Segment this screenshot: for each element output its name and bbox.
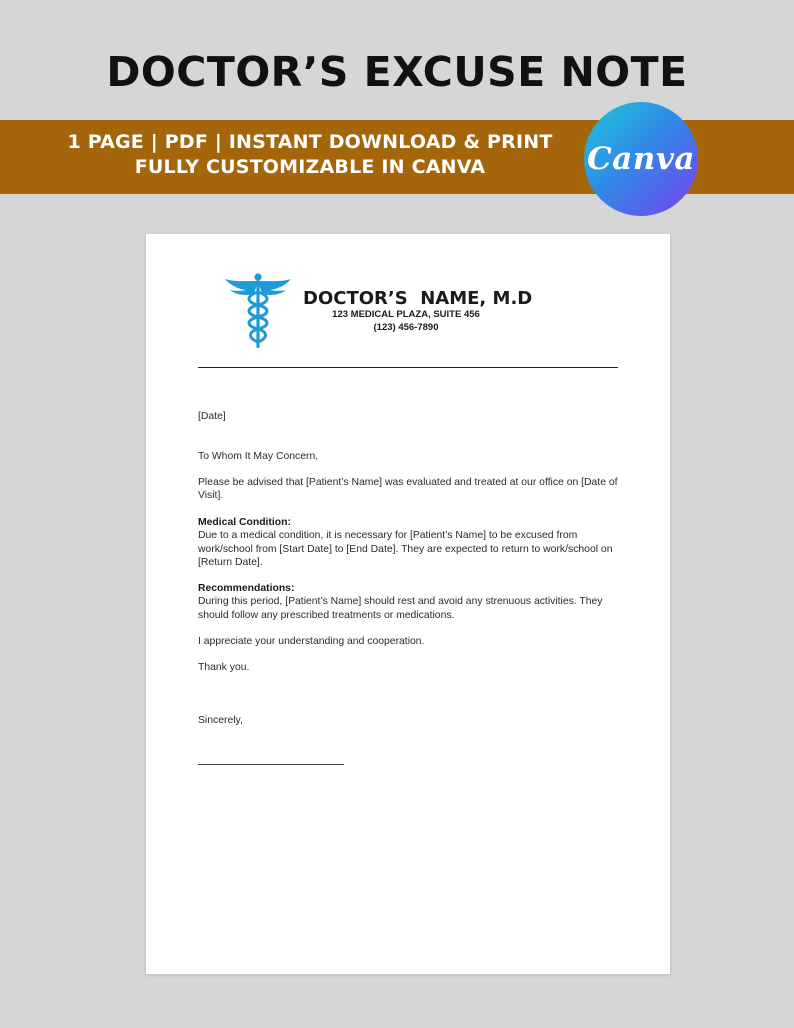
page-title: DOCTOR’S EXCUSE NOTE bbox=[106, 48, 688, 96]
recommendations-body: During this period, [Patient’s Name] should rest and avoid any strenuous activities. They should follow any prescribed treatments or medications. bbox=[198, 596, 603, 621]
banner-line-customizable: FULLY CUSTOMIZABLE IN CANVA bbox=[134, 156, 486, 178]
letter-date: [Date] bbox=[198, 411, 226, 422]
letter-thanks: Thank you. bbox=[198, 662, 250, 673]
header-divider bbox=[198, 367, 618, 368]
medical-condition-section bbox=[198, 516, 618, 570]
medical-condition-body: Due to a medical condition, it is necessary for [Patient’s Name] to be excused from work/school from [Start Date] to [End Date]. They are expected to return to work/school on [Return Date]. bbox=[198, 530, 613, 569]
letter-intro: Please be advised that [Patient’s Name] was evaluated and treated at our office on [Date of Visit]. bbox=[198, 477, 618, 502]
clinic-phone: (123) 456-7890 bbox=[373, 322, 439, 333]
recommendations-section bbox=[198, 582, 618, 622]
medical-condition-heading: Medical Condition: bbox=[198, 517, 291, 528]
doctor-name: DOCTOR’S NAME, M.D bbox=[303, 288, 533, 309]
letter-page bbox=[146, 234, 670, 974]
banner-line-format: 1 PAGE | PDF | INSTANT DOWNLOAD & PRINT bbox=[67, 131, 553, 153]
canva-logo-text: Canva bbox=[587, 141, 695, 177]
recommendations-heading: Recommendations: bbox=[198, 583, 295, 594]
letter-salutation: To Whom It May Concern, bbox=[198, 451, 319, 462]
clinic-address: 123 MEDICAL PLAZA, SUITE 456 bbox=[332, 309, 480, 320]
canva-badge bbox=[584, 102, 698, 216]
caduceus-icon bbox=[224, 272, 292, 350]
letter-appreciation: I appreciate your understanding and cooperation. bbox=[198, 636, 425, 647]
letter-closing: Sincerely, bbox=[198, 715, 243, 726]
signature-line bbox=[198, 764, 344, 765]
